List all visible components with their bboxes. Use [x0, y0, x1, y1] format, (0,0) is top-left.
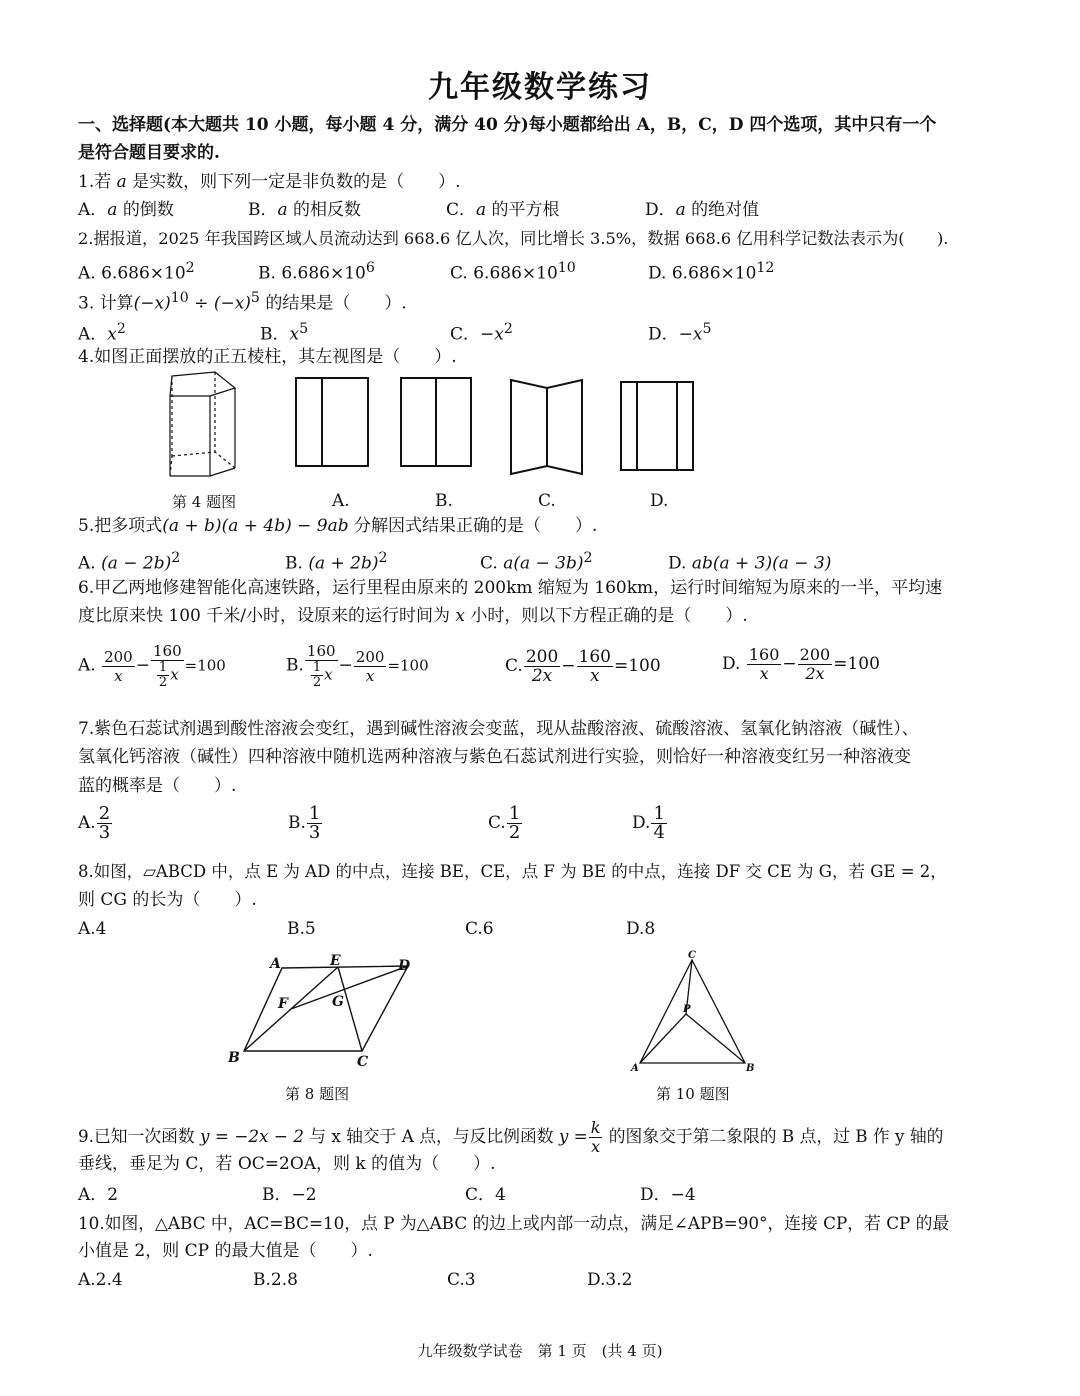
- point-label-p: P: [683, 1004, 691, 1015]
- q8-option-b: B.5: [287, 919, 316, 939]
- q2-option-d: D. $6.686\times 10^{12}$: [648, 260, 775, 284]
- q6-option-b: B. 160 $\frac{1}{2}$ x − $\frac{200}{x}$ =100: [286, 642, 429, 690]
- q7-line2: 氢氧化钙溶液（碱性）四种溶液中随机选两种溶液与紫色石蕊试剂进行实验，则恰好一种溶液变红另一种溶液变: [78, 747, 911, 767]
- q5-option-d: D. ab(a + 3)(a − 3): [668, 553, 832, 574]
- q6-line2: 度比原来快 100 千米/小时，设原来的运行时间为 x 小时，则以下方程正确的是（ ）.: [78, 606, 748, 626]
- option-d-figure: [621, 382, 693, 470]
- q10-option-c: C.3: [447, 1270, 476, 1290]
- q10-caption: 第 10 题图: [656, 1085, 730, 1103]
- q2-option-a: A. $6.686\times 10^2$: [78, 260, 195, 284]
- point-label-g: G: [332, 994, 344, 1010]
- q6-option-c: C. $\frac{200}{2x}$ − $\frac{160}{x}$ =100: [505, 647, 661, 686]
- q8-option-a: A.4: [78, 919, 107, 939]
- point-label-b: B: [228, 1050, 240, 1066]
- q7-option-c: C. $\frac{1}{2}$: [488, 803, 521, 843]
- q10-option-b: B.2.8: [253, 1270, 298, 1290]
- q3-option-b: B．$x^5$: [260, 321, 309, 345]
- point-label-a: A: [631, 1063, 639, 1073]
- point-label-b: B: [746, 1063, 755, 1073]
- q10-figure: [620, 948, 770, 1073]
- q9-line2: 垂线，垂足为 C，若 OC=2OA，则 k 的值为（ ）.: [78, 1154, 496, 1174]
- q9-option-b: B．−2: [262, 1185, 317, 1205]
- q3-stem: 3. 计算$(-x)^{10} \div (-x)^5$ 的结果是（ ）.: [78, 290, 407, 314]
- q8-caption: 第 8 题图: [285, 1085, 350, 1103]
- q3-option-a: A．$x^2$: [78, 321, 126, 345]
- q4-label-c: C.: [538, 491, 556, 511]
- section-heading-line2: 是符合题目要求的.: [78, 143, 220, 163]
- q1-stem: 1.若 a 是实数，则下列一定是非负数的是（ ）.: [78, 172, 461, 192]
- q9-option-d: D．−4: [640, 1185, 696, 1205]
- q7-line3: 蓝的概率是（ ）.: [78, 776, 237, 796]
- q1-option-d: D．a 的绝对值: [645, 200, 760, 220]
- page-title: 九年级数学练习: [428, 70, 652, 105]
- q8-line2: 则 CG 的长为（ ）.: [78, 890, 257, 910]
- q10-line1: 10.如图，△ABC 中，AC=BC=10，点 P 为△ABC 的边上或内部一动点，满足∠APB=90°，连接 CP，若 CP 的最: [78, 1213, 950, 1233]
- point-label-c: C: [688, 950, 696, 961]
- q4-label-a: A.: [332, 491, 350, 511]
- option-b-figure: [401, 378, 471, 466]
- q3-option-d: D．$-x^5$: [648, 321, 712, 345]
- q8-option-d: D.8: [626, 919, 656, 939]
- q5-option-b: B. $(a + 2b)^2$: [285, 550, 388, 574]
- q8-line1: 8.如图，▱ABCD 中，点 E 为 AD 的中点，连接 BE，CE，点 F 为 BE 的中点，连接 DF 交 CE 为 G，若 GE = 2，: [78, 862, 947, 881]
- q6-option-a: A. $\frac{200}{x}$ − 160 $\frac{1}{2}$ x =100: [78, 642, 226, 690]
- q9-option-c: C．4: [465, 1185, 506, 1205]
- q10-option-d: D.3.2: [587, 1270, 633, 1290]
- q2-stem: 2.据报道，2025 年我国跨区域人员流动达到 668.6 亿人次，同比增长 3.5%，数据 668.6 亿用科学记数法表示为( ).: [78, 229, 949, 248]
- point-label-f: F: [278, 996, 288, 1012]
- q1-option-c: C．a 的平方根: [446, 200, 560, 220]
- pentagonal-prism-figure: [170, 372, 235, 476]
- q3-option-c: C．$-x^2$: [450, 321, 513, 345]
- q10-line2: 小值是 2，则 CP 的最大值是（ ）.: [78, 1241, 373, 1261]
- point-label-d: D: [398, 958, 411, 974]
- q4-figures: [150, 366, 710, 486]
- q5-option-c: C. $a(a - 3b)^2$: [480, 550, 593, 574]
- q6-line1: 6.甲乙两地修建智能化高速铁路，运行里程由原来的 200km 缩短为 160km，运行时间缩短为原来的一半，平均速: [78, 578, 943, 598]
- q2-option-c: C. $6.686\times 10^{10}$: [450, 260, 576, 284]
- q4-label-b: B.: [435, 491, 453, 511]
- q8-figure: [220, 948, 420, 1073]
- q5-stem: 5.把多项式(a + b)(a + 4b) − 9ab 分解因式结果正确的是（ ）.: [78, 516, 598, 536]
- section-heading-line1: 一、选择题(本大题共 10 小题，每小题 4 分，满分 40 分)每小题都给出 A，B，C，D 四个选项，其中只有一个: [78, 115, 937, 135]
- point-label-c: C: [357, 1054, 369, 1070]
- option-a-figure: [296, 378, 368, 466]
- q5-option-a: A. $(a - 2b)^2$: [78, 550, 181, 574]
- q1-option-b: B．a 的相反数: [248, 200, 362, 220]
- q2-option-b: B. $6.686\times 10^6$: [258, 260, 375, 284]
- q7-line1: 7.紫色石蕊试剂遇到酸性溶液会变红，遇到碱性溶液会变蓝，现从盐酸溶液、硫酸溶液、氢氧化钠溶液（碱性）、: [78, 719, 919, 739]
- q4-label-d: D.: [650, 491, 669, 511]
- q7-option-a: A. $\frac{2}{3}$: [78, 803, 111, 843]
- q8-option-c: C.6: [465, 919, 494, 939]
- q9-option-a: A．2: [78, 1185, 119, 1205]
- q7-option-b: B. $\frac{1}{3}$: [288, 803, 321, 843]
- q4-stem: 4.如图正面摆放的正五棱柱，其左视图是（ ）.: [78, 347, 457, 367]
- option-c-figure: [511, 380, 582, 474]
- q4-caption: 第 4 题图: [172, 493, 237, 511]
- q10-option-a: A.2.4: [78, 1270, 123, 1290]
- q7-option-d: D. $\frac{1}{4}$: [632, 803, 665, 843]
- point-label-a: A: [270, 956, 281, 972]
- q1-option-a: A．a 的倒数: [78, 200, 174, 220]
- page-footer: 九年级数学试卷 第 1 页 (共 4 页): [417, 1342, 663, 1360]
- q9-line1: 9.已知一次函数 y = −2x − 2 与 x 轴交于 A 点，与反比例函数 y = $\frac{k}{x}$ 的图象交于第二象限的 B 点，过 B 作 y 轴的: [78, 1118, 944, 1156]
- point-label-e: E: [330, 953, 341, 969]
- q6-option-d: D. $\frac{160}{x}$ − $\frac{200}{2x}$ =100: [722, 645, 880, 683]
